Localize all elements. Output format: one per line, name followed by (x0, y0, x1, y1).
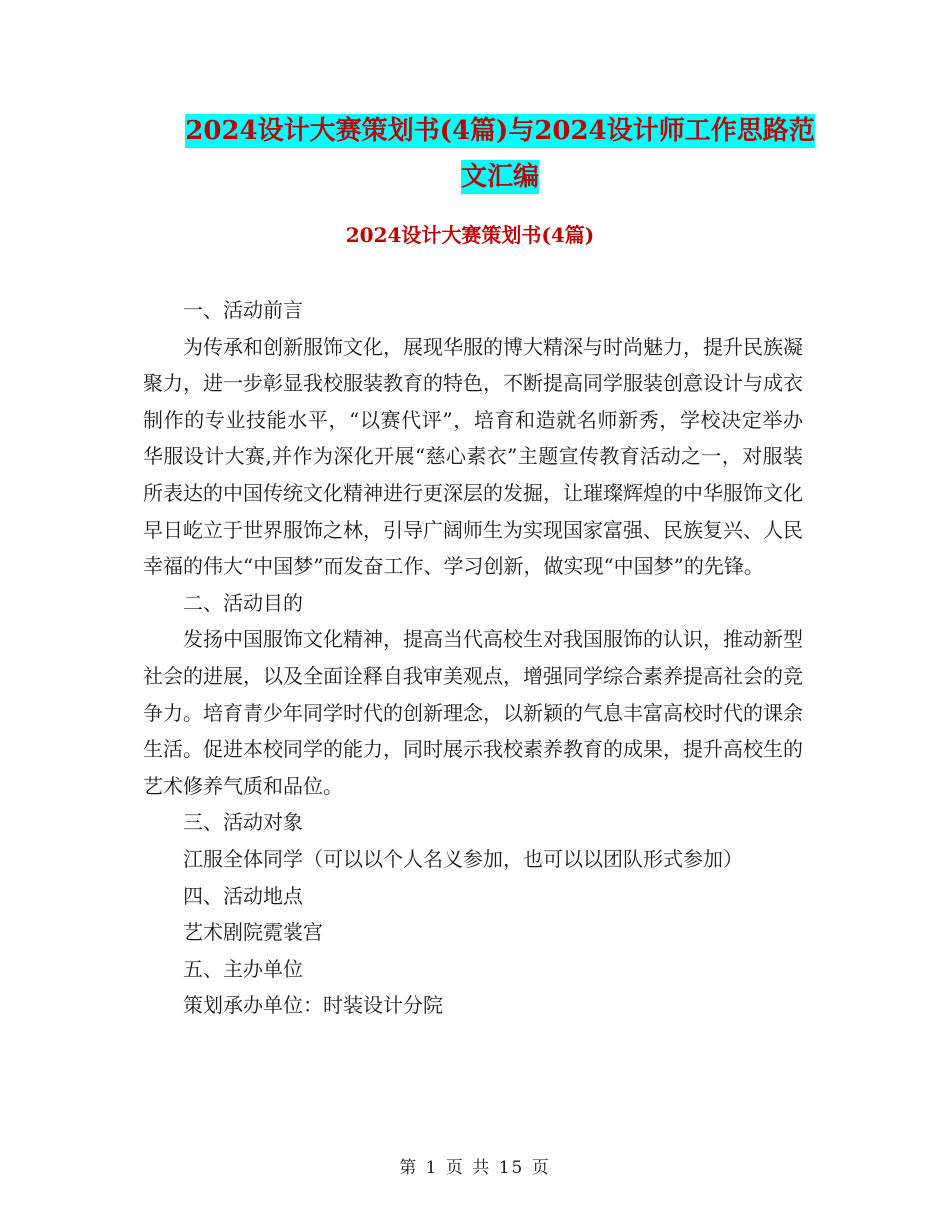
paragraph: 发扬中国服饰文化精神，提高当代高校生对我国服饰的认识，推动新型社会的进展，以及全面诠释自我审美观点，增强同学综合素养提高社会的竞争力。培育青少年同学时代的创新理念，以新颖的气息丰富高校时代的课余生活。促进本校同学的能力，同时展示我校素养教育的成果，提升高校生的艺术修养气质和品位。 (143, 627, 803, 798)
paragraph: 艺术剧院霓裳宫 (183, 920, 323, 945)
page-footer: 第 1 页 共 15 页 (399, 1158, 551, 1178)
title-line-2: 文汇编 (460, 162, 539, 192)
document-body (143, 292, 803, 1024)
paragraph: 江服全体同学（可以以个人名义参加，也可以以团队形式参加） (183, 846, 743, 871)
section-title: 2024设计大赛策划书(4篇) (345, 223, 595, 247)
section-heading: 五、主办单位 (183, 956, 303, 981)
section-heading: 一、活动前言 (183, 298, 303, 322)
paragraph: 策划承办单位：时装设计分院 (183, 993, 443, 1018)
document-title (140, 108, 860, 200)
section-heading: 四、活动地点 (183, 883, 303, 908)
section-heading: 二、活动目的 (183, 590, 303, 615)
paragraph: 为传承和创新服饰文化，展现华服的博大精深与时尚魅力，提升民族凝聚力，进一步彰显我校服装教育的特色，不断提高同学服装创意设计与成衣制作的专业技能水平，“以赛代评”，培育和造就名师新秀，学校决定举办华服设计大赛,并作为深化开展“慈心素衣”主题宣传教育活动之一，对服装所表达的中国传统文化精神进行更深层的发掘，让璀璨辉煌的中华服饰文化早日屹立于世界服饰之林，引导广阔师生为实现国家富强、民族复兴、人民幸福的伟大“中国梦”而发奋工作、学习创新，做实现“中国梦”的先锋。 (143, 334, 803, 579)
section-heading: 三、活动对象 (183, 810, 303, 835)
title-line-1: 2024设计大赛策划书(4篇)与2024设计师工作思路范 (185, 116, 815, 146)
